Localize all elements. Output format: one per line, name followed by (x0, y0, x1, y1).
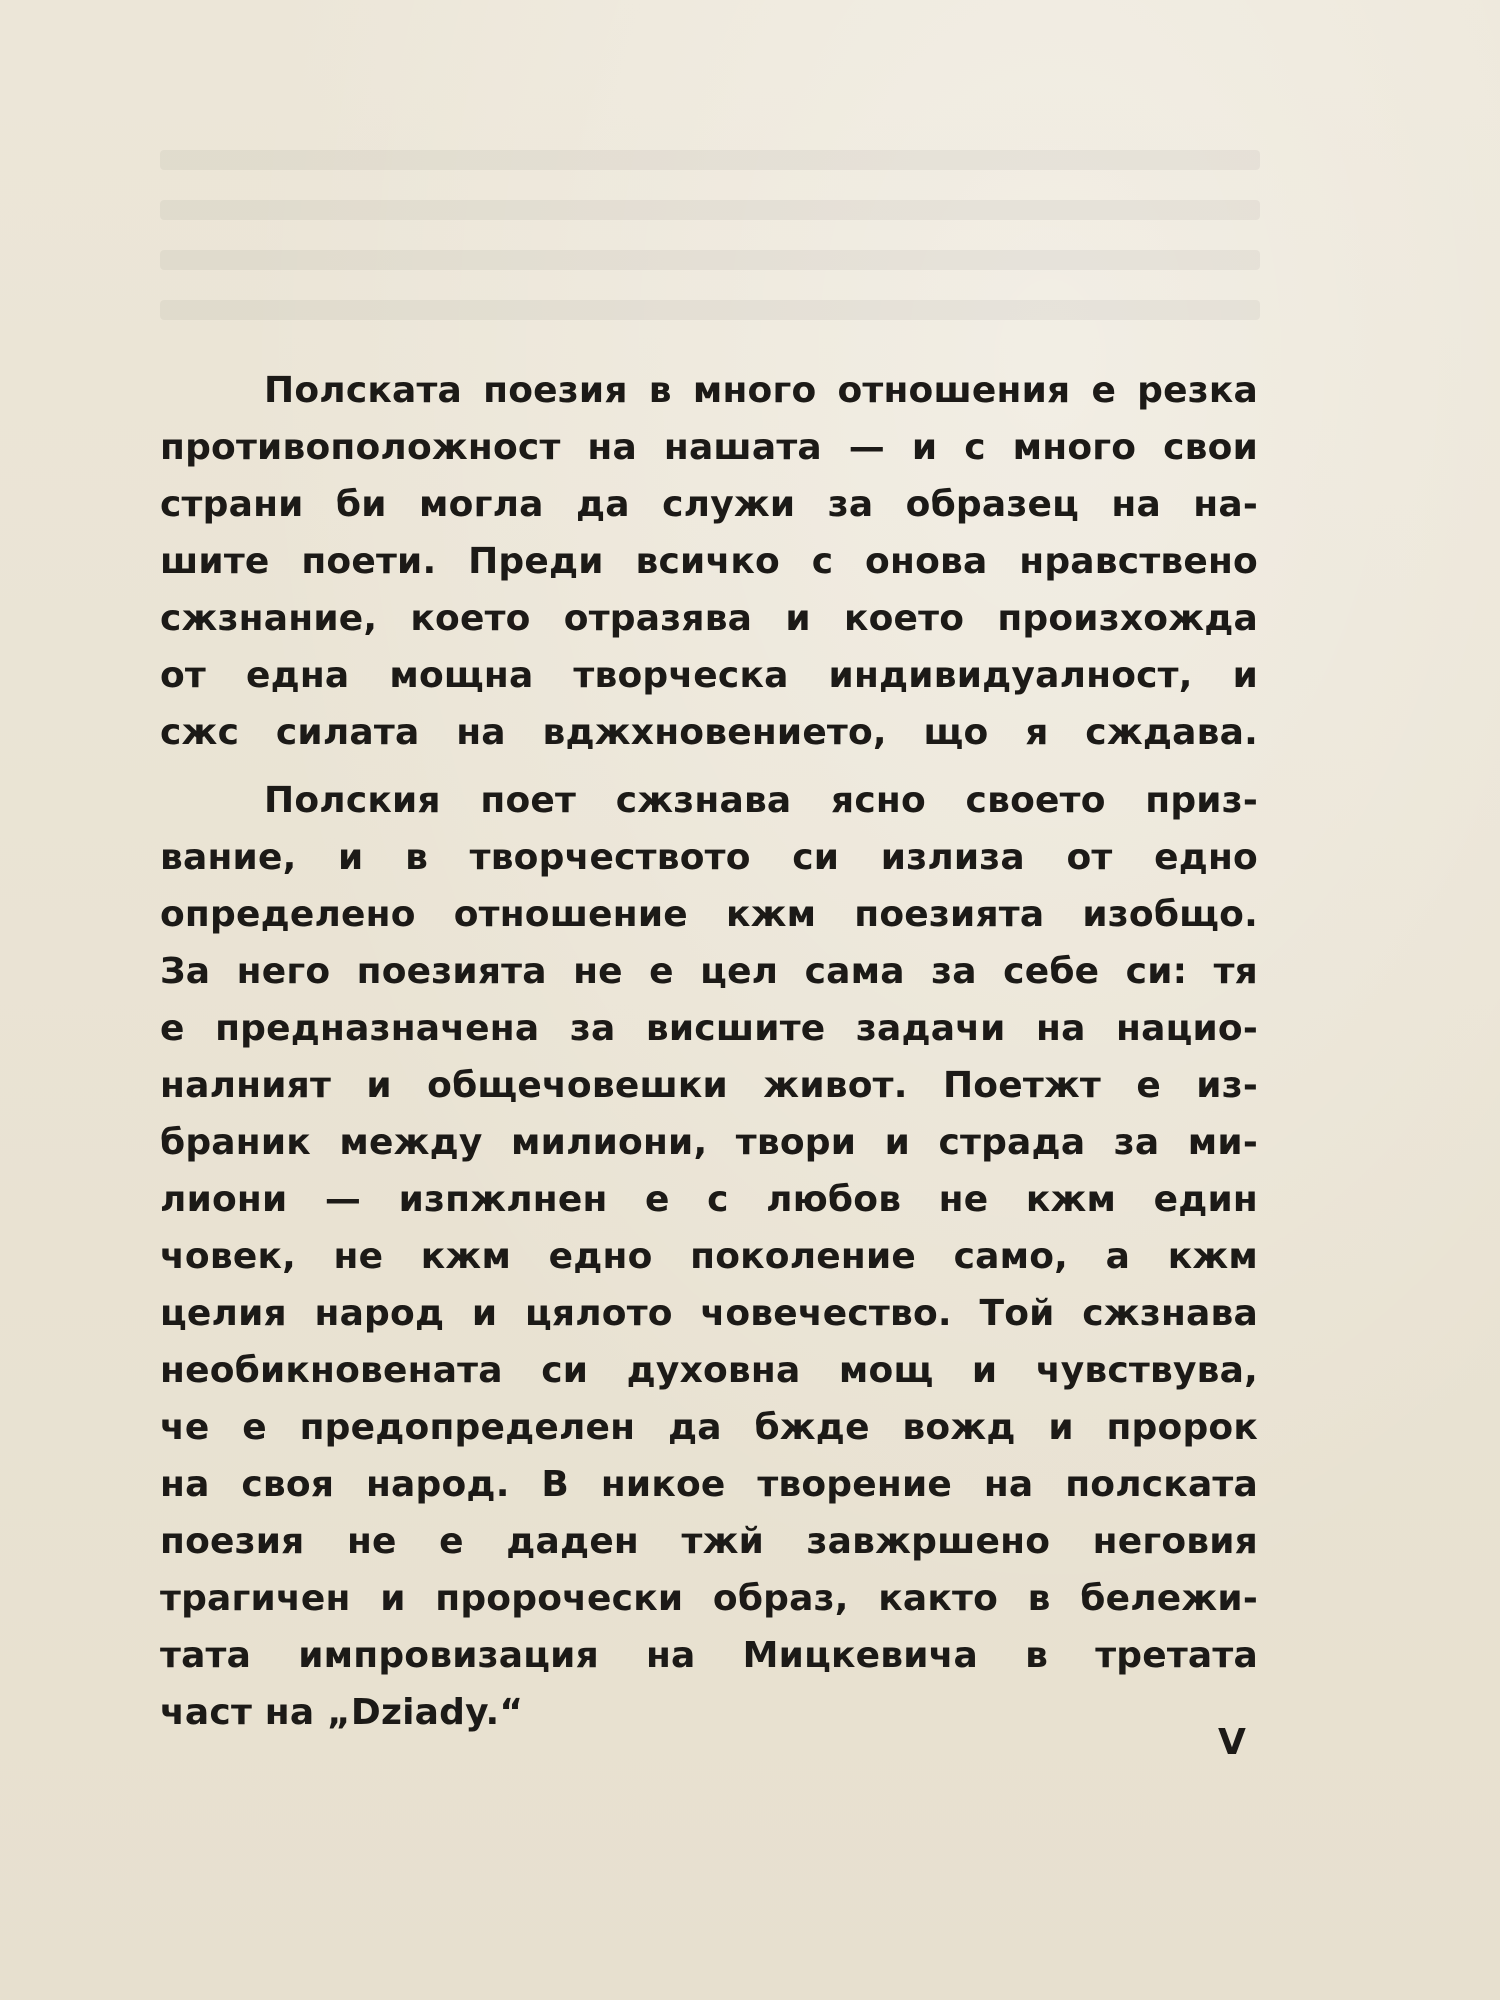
text-line: Полската поезия в много отношения е резка (264, 370, 1258, 411)
text-line: лиони — изпжлнен е с любов не кжм един (160, 1179, 1258, 1220)
text-line: вание, и в творчеството си излиза от едно (160, 837, 1258, 878)
text-line: противоположност на нашата — и с много свои (160, 427, 1258, 468)
text-line: поезия не е даден тжй завжршено неговия (160, 1521, 1258, 1562)
text-line: За него поезията не е цел сама за себе си: тя (160, 951, 1258, 992)
text-line: от една мощна творческа индивидуалност, и (160, 655, 1258, 696)
text-line: необикновената си духовна мощ и чувствува, (160, 1350, 1258, 1391)
text-line: браник между милиони, твори и страда за ми- (160, 1122, 1258, 1163)
paragraph-1 (160, 362, 1258, 761)
text-line: налният и общечовешки живот. Поетжт е из- (160, 1065, 1258, 1106)
text-line: страни би могла да служи за образец на на- (160, 484, 1258, 525)
text-line: е предназначена за висшите задачи на нацио- (160, 1008, 1258, 1049)
body-text (160, 362, 1258, 1741)
text-line: шите поети. Преди всичко с онова нравствено (160, 541, 1258, 582)
text-line: сжс силата на вджхновението, що я сждава. (160, 712, 1258, 753)
text-line: трагичен и пророчески образ, както в бележи- (160, 1578, 1258, 1619)
text-line: сжзнание, което отразява и което произхожда (160, 598, 1258, 639)
text-line: тата импровизация на Мицкевича в третата (160, 1635, 1258, 1676)
text-line: че е предопределен да бжде вожд и пророк (160, 1407, 1258, 1448)
text-line: на своя народ. В никое творение на полската (160, 1464, 1258, 1505)
text-line: Полския поет сжзнава ясно своето приз- (264, 780, 1258, 821)
paragraph-2 (160, 772, 1258, 1741)
text-line: човек, не кжм едно поколение само, а кжм (160, 1236, 1258, 1277)
text-line: целия народ и цялото човечество. Той сжзнава (160, 1293, 1258, 1334)
text-line: част на „Dziady.“ (160, 1692, 524, 1733)
page-number: V (1218, 1722, 1246, 1763)
show-through-text (160, 120, 1260, 340)
text-line: определено отношение кжм поезията изобщо. (160, 894, 1258, 935)
